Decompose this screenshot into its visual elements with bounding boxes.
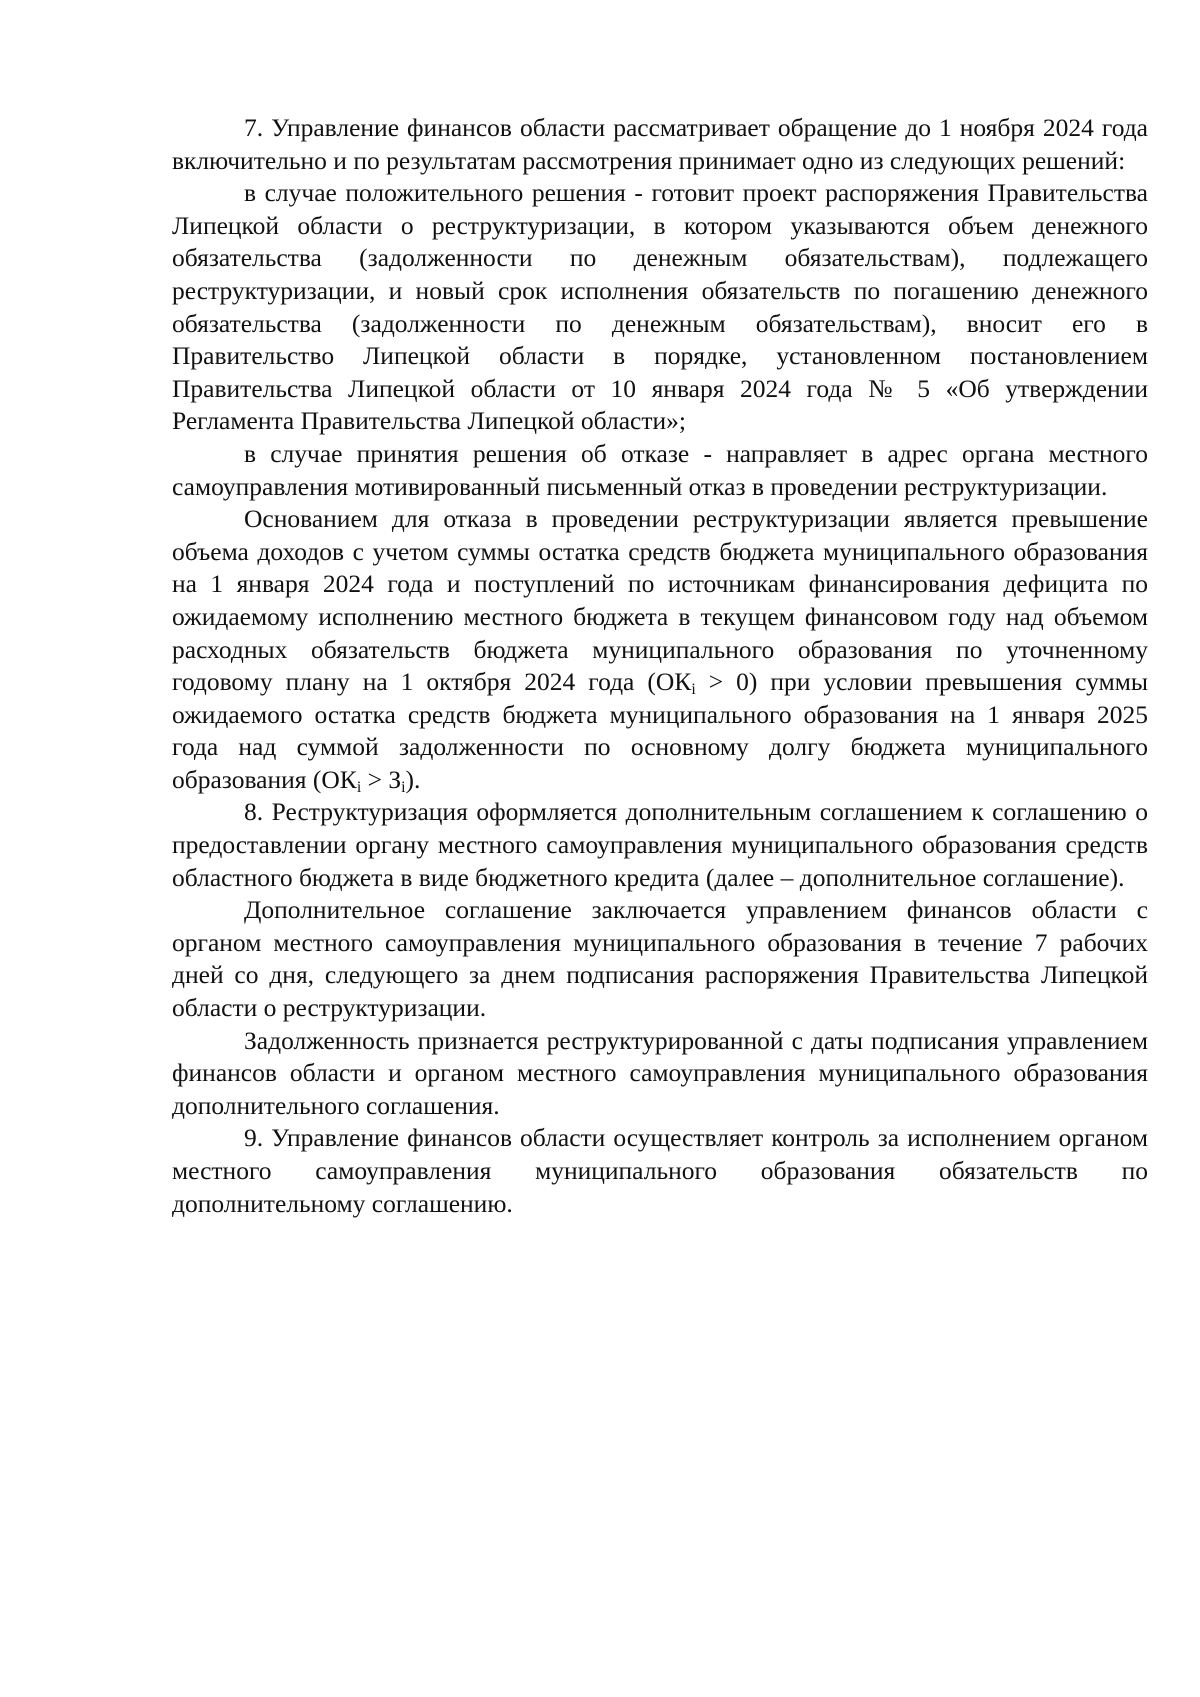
subscript-i: i	[401, 778, 406, 796]
text-run: 9. Управление финансов области осуществляет контроль за исполнением органом местного самоуправления муниципального образования обязательств по дополнительному соглашению.	[172, 1123, 1148, 1218]
paragraph-additional-agreement	[172, 894, 1148, 1024]
text-run: Дополнительное соглашение заключается управлением финансов области с органом местного самоуправления муниципального образования в течение 7 рабочих дней со дня, следующего за днем подписания распоряжения Правительства Липецкой области о реструктуризации.	[172, 895, 1148, 1023]
paragraph-9	[172, 1122, 1148, 1220]
text-run: в случае положительного решения - готовит проект распоряжения Правительства Липецкой области о реструктуризации, в котором указываются объем денежного обязательства (задолженности по денежным обязательствам), подлежащего реструктуризации, и новый срок исполнения обязательств по погашению денежного обязательства (задолженности по денежным обязательствам), вносит его в Правительство Липецкой области в порядке, установленном постановлением Правительства Липецкой области от 10 января 2024 года № 5 «Об утверждении Регламента Правительства Липецкой области»;	[172, 178, 1148, 436]
paragraph-refusal-grounds	[172, 503, 1148, 796]
paragraph-refusal-decision	[172, 438, 1148, 503]
text-run: 8. Реструктуризация оформляется дополнительным соглашением к соглашению о предоставлении органу местного самоуправления муниципального образования средств областного бюджета в виде бюджетного кредита (далее – дополнительное соглашение).	[172, 797, 1148, 892]
text-run: ).	[405, 764, 421, 794]
document-body	[172, 112, 1148, 1220]
text-run: в случае принятия решения об отказе - направляет в адрес органа местного самоуправления мотивированный письменный отказ в проведении реструктуризации.	[172, 438, 1148, 501]
paragraph-restructured-debt	[172, 1025, 1148, 1123]
subscript-i: i	[356, 778, 362, 796]
text-run: Основанием для отказа в проведении реструктуризации является превышение объема доходов с учетом суммы остатка средств бюджета муниципального образования на 1 января 2024 года и поступлений по источникам финансирования дефицита по ожидаемому исполнению местного бюджета в текущем финансовом году над объемом расходных обязательств бюджета муниципального образования по уточненному годовому плану на 1 октября 2024 года (ОК	[172, 504, 1148, 697]
paragraph-positive-decision	[172, 177, 1148, 438]
text-run: > З	[361, 764, 402, 794]
text-run: 7. Управление финансов области рассматривает обращение до 1 ноября 2024 года включительно и по результатам рассмотрения принимает одно из следующих решений:	[172, 113, 1148, 175]
subscript-i: i	[691, 681, 696, 699]
paragraph-8	[172, 796, 1148, 894]
text-run: > 0) при условии превышения суммы ожидаемого остатка средств бюджета муниципального образования на 1 января 2025 года над суммой задолженности по основному долгу бюджета муниципального образования (ОК	[172, 667, 1148, 794]
paragraph-7	[172, 112, 1148, 177]
text-run: Задолженность признается реструктурированной с даты подписания управлением финансов области и органом местного самоуправления муниципального образования дополнительного соглашения.	[172, 1025, 1148, 1120]
